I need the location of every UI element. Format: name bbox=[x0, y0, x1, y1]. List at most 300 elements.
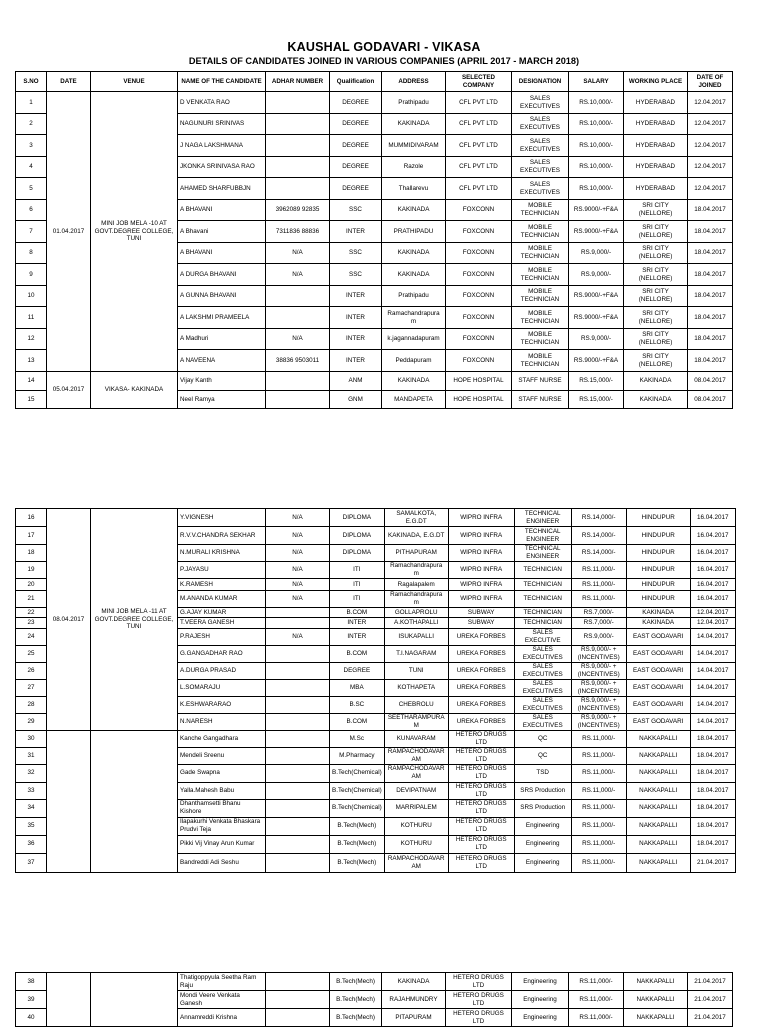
sno-cell: 39 bbox=[16, 991, 47, 1009]
working-place-cell: EAST GODAVARI bbox=[626, 680, 690, 697]
joined-date-cell: 18.04.2017 bbox=[690, 817, 735, 835]
table-row bbox=[16, 973, 733, 991]
column-header: Qualification bbox=[330, 72, 382, 92]
address-cell: Prathipadu bbox=[382, 92, 446, 114]
salary-cell: RS.9000/-+F&A bbox=[569, 221, 624, 243]
adhar-cell: N/A bbox=[266, 545, 330, 562]
sno-cell: 27 bbox=[16, 680, 47, 697]
name-cell: T.VEERA GANESH bbox=[178, 618, 266, 629]
adhar-cell: N/A bbox=[266, 243, 330, 264]
company-cell: UREKA FORBES bbox=[448, 714, 514, 731]
venue-cell bbox=[91, 973, 178, 1027]
designation-cell: SALES EXECUTIVES bbox=[512, 114, 569, 135]
designation-cell: Engineering bbox=[512, 991, 569, 1009]
date-cell: 01.04.2017 bbox=[47, 92, 91, 372]
company-cell: HETERO DRUGS LTD bbox=[446, 973, 512, 991]
address-cell: k.jagannadapuram bbox=[382, 329, 446, 350]
name-cell: R.V.V.CHANDRA SEKHAR bbox=[178, 527, 266, 545]
designation-cell: SALES EXECUTIVES bbox=[512, 157, 569, 178]
sno-cell: 19 bbox=[16, 562, 47, 579]
sno-cell: 3 bbox=[16, 135, 47, 157]
working-place-cell: SRI CITY (NELLORE) bbox=[624, 221, 688, 243]
salary-cell: RS.11,000/- bbox=[569, 973, 624, 991]
address-cell: PRATHIPADU bbox=[382, 221, 446, 243]
name-cell: P.JAYASU bbox=[178, 562, 266, 579]
qualification-cell: B.Tech(Mech) bbox=[330, 1009, 382, 1027]
working-place-cell: NAKKAPALLI bbox=[624, 1009, 688, 1027]
sno-cell: 33 bbox=[16, 782, 47, 799]
designation-cell: Engineering bbox=[512, 973, 569, 991]
sno-cell: 22 bbox=[16, 608, 47, 618]
working-place-cell: SRI CITY (NELLORE) bbox=[624, 243, 688, 264]
column-header: S.NO bbox=[16, 72, 47, 92]
qualification-cell: DEGREE bbox=[330, 114, 382, 135]
qualification-cell: M.Pharmacy bbox=[330, 747, 385, 764]
company-cell: FOXCONN bbox=[446, 221, 512, 243]
adhar-cell: N/A bbox=[266, 527, 330, 545]
qualification-cell: DEGREE bbox=[330, 663, 385, 680]
company-cell: FOXCONN bbox=[446, 350, 512, 372]
name-cell: G.AJAY KUMAR bbox=[178, 608, 266, 618]
address-cell: PITHAPURAM bbox=[384, 545, 448, 562]
address-cell: Ramachandrapura m bbox=[384, 562, 448, 579]
name-cell: L.SOMARAJU bbox=[178, 680, 266, 697]
venue-cell: MINI JOB MELA -11 AT GOVT.DEGREE COLLEGE, TUNI bbox=[91, 509, 178, 731]
working-place-cell: EAST GODAVARI bbox=[626, 646, 690, 663]
joined-date-cell: 16.04.2017 bbox=[690, 591, 735, 608]
table-row bbox=[16, 372, 733, 391]
address-cell: KOTHURU bbox=[384, 835, 448, 853]
address-cell: MUMMIDIVARAM bbox=[382, 135, 446, 157]
joined-date-cell: 18.04.2017 bbox=[690, 782, 735, 799]
sno-cell: 9 bbox=[16, 264, 47, 286]
working-place-cell: KAKINADA bbox=[624, 391, 688, 409]
company-cell: WIPRO INFRA bbox=[448, 562, 514, 579]
date-cell: 05.04.2017 bbox=[47, 372, 91, 409]
working-place-cell: NAKKAPALLI bbox=[626, 835, 690, 853]
sno-cell: 28 bbox=[16, 697, 47, 714]
adhar-cell bbox=[266, 853, 330, 872]
table-row bbox=[16, 92, 733, 114]
designation-cell: QC bbox=[514, 731, 571, 748]
joined-date-cell: 12.04.2017 bbox=[688, 92, 733, 114]
company-cell: HOPE HOSPITAL bbox=[446, 391, 512, 409]
working-place-cell: EAST GODAVARI bbox=[626, 714, 690, 731]
sno-cell: 17 bbox=[16, 527, 47, 545]
salary-cell: RS.10,000/- bbox=[569, 157, 624, 178]
designation-cell: QC bbox=[514, 747, 571, 764]
address-cell: Peddapuram bbox=[382, 350, 446, 372]
salary-cell: RS.7,000/- bbox=[571, 618, 626, 629]
designation-cell: SALES EXECUTIVE bbox=[514, 629, 571, 646]
column-header: ADDRESS bbox=[382, 72, 446, 92]
qualification-cell: ITI bbox=[330, 591, 385, 608]
table-row bbox=[16, 731, 736, 748]
company-cell: HETERO DRUGS LTD bbox=[446, 1009, 512, 1027]
sno-cell: 23 bbox=[16, 618, 47, 629]
name-cell: A Bhavani bbox=[178, 221, 266, 243]
designation-cell: SALES EXECUTIVES bbox=[512, 178, 569, 200]
designation-cell: SALES EXECUTIVES bbox=[512, 135, 569, 157]
designation-cell: Engineering bbox=[514, 853, 571, 872]
joined-date-cell: 18.04.2017 bbox=[690, 799, 735, 817]
joined-date-cell: 18.04.2017 bbox=[690, 731, 735, 748]
adhar-cell bbox=[266, 608, 330, 618]
adhar-cell: 7311836 88836 bbox=[266, 221, 330, 243]
joined-date-cell: 18.04.2017 bbox=[688, 286, 733, 307]
address-cell: KAKINADA bbox=[382, 264, 446, 286]
name-cell: AHAMED SHARFUBBJN bbox=[178, 178, 266, 200]
qualification-cell: ITI bbox=[330, 562, 385, 579]
sno-cell: 2 bbox=[16, 114, 47, 135]
company-cell: SUBWAY bbox=[448, 608, 514, 618]
column-header: DATE bbox=[47, 72, 91, 92]
venue-cell: VIKASA- KAKINADA bbox=[91, 372, 178, 409]
qualification-cell: INTER bbox=[330, 350, 382, 372]
salary-cell: RS.7,000/- bbox=[571, 608, 626, 618]
column-header: DESIGNATION bbox=[512, 72, 569, 92]
qualification-cell: INTER bbox=[330, 629, 385, 646]
designation-cell: SALES EXECUTIVES bbox=[514, 714, 571, 731]
address-cell: RAJAHMUNDRY bbox=[382, 991, 446, 1009]
name-cell: K.RAMESH bbox=[178, 579, 266, 591]
designation-cell: Engineering bbox=[514, 835, 571, 853]
adhar-cell bbox=[266, 663, 330, 680]
designation-cell: MOBILE TECHNICIAN bbox=[512, 264, 569, 286]
designation-cell: TECHNICIAN bbox=[514, 608, 571, 618]
salary-cell: RS.9,000/- + (INCENTIVES) bbox=[571, 646, 626, 663]
name-cell: Y.VIGNESH bbox=[178, 509, 266, 527]
designation-cell: SRS Production bbox=[514, 799, 571, 817]
company-cell: UREKA FORBES bbox=[448, 646, 514, 663]
header-row bbox=[16, 72, 733, 92]
joined-date-cell: 21.04.2017 bbox=[688, 991, 733, 1009]
salary-cell: RS.10,000/- bbox=[569, 178, 624, 200]
sno-cell: 13 bbox=[16, 350, 47, 372]
address-cell: Ramachandrapura m bbox=[384, 591, 448, 608]
salary-cell: RS.11,000/- bbox=[571, 764, 626, 782]
candidates-table-block-1 bbox=[15, 71, 733, 409]
salary-cell: RS.11,000/- bbox=[571, 591, 626, 608]
address-cell: MANDAPETA bbox=[382, 391, 446, 409]
adhar-cell bbox=[266, 157, 330, 178]
company-cell: UREKA FORBES bbox=[448, 663, 514, 680]
sno-cell: 15 bbox=[16, 391, 47, 409]
designation-cell: TECHNICIAN bbox=[514, 618, 571, 629]
address-cell: KAKINADA bbox=[382, 372, 446, 391]
qualification-cell: SSC bbox=[330, 264, 382, 286]
address-cell: RAMPACHODAVAR AM bbox=[384, 853, 448, 872]
designation-cell: MOBILE TECHNICIAN bbox=[512, 329, 569, 350]
name-cell: Gade Swapna bbox=[178, 764, 266, 782]
name-cell: N.MURALI KRISHNA bbox=[178, 545, 266, 562]
address-cell: Razole bbox=[382, 157, 446, 178]
company-cell: HETERO DRUGS LTD bbox=[448, 817, 514, 835]
working-place-cell: HINDUPUR bbox=[626, 509, 690, 527]
salary-cell: RS.11,000/- bbox=[571, 817, 626, 835]
joined-date-cell: 16.04.2017 bbox=[690, 527, 735, 545]
working-place-cell: HYDERABAD bbox=[624, 92, 688, 114]
adhar-cell bbox=[266, 835, 330, 853]
name-cell: Thatigoppyula Seetha Ram Raju bbox=[178, 973, 266, 991]
name-cell: Neel Ramya bbox=[178, 391, 266, 409]
venue-cell: MINI JOB MELA -10 AT GOVT.DEGREE COLLEGE, TUNI bbox=[91, 92, 178, 372]
address-cell: KAKINADA bbox=[382, 114, 446, 135]
qualification-cell: DIPLOMA bbox=[330, 509, 385, 527]
designation-cell: Engineering bbox=[514, 817, 571, 835]
qualification-cell: B.Tech(Mech) bbox=[330, 853, 385, 872]
sno-cell: 14 bbox=[16, 372, 47, 391]
salary-cell: RS.15,000/- bbox=[569, 372, 624, 391]
salary-cell: RS.9000/-+F&A bbox=[569, 350, 624, 372]
name-cell: A.DURGA PRASAD bbox=[178, 663, 266, 680]
sno-cell: 30 bbox=[16, 731, 47, 748]
adhar-cell bbox=[266, 680, 330, 697]
column-header: NAME OF THE CANDIDATE bbox=[178, 72, 266, 92]
working-place-cell: HYDERABAD bbox=[624, 157, 688, 178]
address-cell: SEETHARAMPURA M bbox=[384, 714, 448, 731]
date-cell bbox=[47, 731, 91, 873]
sno-cell: 8 bbox=[16, 243, 47, 264]
salary-cell: RS.9000/-+F&A bbox=[569, 307, 624, 329]
address-cell: Ragalapalem bbox=[384, 579, 448, 591]
joined-date-cell: 18.04.2017 bbox=[688, 243, 733, 264]
qualification-cell: B.SC bbox=[330, 697, 385, 714]
column-header: SALARY bbox=[569, 72, 624, 92]
working-place-cell: NAKKAPALLI bbox=[626, 782, 690, 799]
adhar-cell bbox=[266, 114, 330, 135]
joined-date-cell: 12.04.2017 bbox=[688, 114, 733, 135]
qualification-cell: B.COM bbox=[330, 714, 385, 731]
company-cell: CFL PVT LTD bbox=[446, 135, 512, 157]
joined-date-cell: 18.04.2017 bbox=[688, 350, 733, 372]
qualification-cell: INTER bbox=[330, 221, 382, 243]
designation-cell: SRS Production bbox=[514, 782, 571, 799]
sno-cell: 40 bbox=[16, 1009, 47, 1027]
adhar-cell bbox=[266, 697, 330, 714]
adhar-cell bbox=[266, 135, 330, 157]
sno-cell: 18 bbox=[16, 545, 47, 562]
column-header: WORKING PLACE bbox=[624, 72, 688, 92]
address-cell: SAMALKOTA, E.G.DT bbox=[384, 509, 448, 527]
working-place-cell: NAKKAPALLI bbox=[626, 817, 690, 835]
designation-cell: STAFF NURSE bbox=[512, 391, 569, 409]
qualification-cell: MBA bbox=[330, 680, 385, 697]
sno-cell: 32 bbox=[16, 764, 47, 782]
qualification-cell: B.Tech(Mech) bbox=[330, 835, 385, 853]
designation-cell: TECHNICIAN bbox=[514, 591, 571, 608]
sno-cell: 21 bbox=[16, 591, 47, 608]
company-cell: HETERO DRUGS LTD bbox=[448, 853, 514, 872]
salary-cell: RS.11,000/- bbox=[571, 579, 626, 591]
working-place-cell: SRI CITY (NELLORE) bbox=[624, 329, 688, 350]
company-cell: WIPRO INFRA bbox=[448, 545, 514, 562]
joined-date-cell: 14.04.2017 bbox=[690, 629, 735, 646]
joined-date-cell: 08.04.2017 bbox=[688, 372, 733, 391]
adhar-cell bbox=[266, 646, 330, 663]
salary-cell: RS.9,000/- bbox=[571, 629, 626, 646]
name-cell: A DURGA BHAVANI bbox=[178, 264, 266, 286]
sno-cell: 31 bbox=[16, 747, 47, 764]
designation-cell: SALES EXECUTIVES bbox=[514, 663, 571, 680]
designation-cell: STAFF NURSE bbox=[512, 372, 569, 391]
adhar-cell bbox=[266, 178, 330, 200]
venue-cell bbox=[91, 731, 178, 873]
qualification-cell: DEGREE bbox=[330, 157, 382, 178]
qualification-cell: DEGREE bbox=[330, 92, 382, 114]
adhar-cell bbox=[266, 782, 330, 799]
adhar-cell bbox=[266, 307, 330, 329]
company-cell: CFL PVT LTD bbox=[446, 178, 512, 200]
designation-cell: MOBILE TECHNICIAN bbox=[512, 286, 569, 307]
working-place-cell: SRI CITY (NELLORE) bbox=[624, 200, 688, 221]
qualification-cell: ITI bbox=[330, 579, 385, 591]
adhar-cell bbox=[266, 731, 330, 748]
document-subtitle: DETAILS OF CANDIDATES JOINED IN VARIOUS COMPANIES (APRIL 2017 - MARCH 2018) bbox=[188, 56, 580, 66]
salary-cell: RS.11,000/- bbox=[571, 731, 626, 748]
sno-cell: 36 bbox=[16, 835, 47, 853]
adhar-cell: N/A bbox=[266, 509, 330, 527]
sno-cell: 38 bbox=[16, 973, 47, 991]
designation-cell: SALES EXECUTIVES bbox=[514, 697, 571, 714]
qualification-cell: B.COM bbox=[330, 608, 385, 618]
joined-date-cell: 18.04.2017 bbox=[688, 307, 733, 329]
adhar-cell: 38836 9503011 bbox=[266, 350, 330, 372]
sno-cell: 7 bbox=[16, 221, 47, 243]
sno-cell: 6 bbox=[16, 200, 47, 221]
adhar-cell bbox=[266, 391, 330, 409]
name-cell: G.GANGADHAR RAO bbox=[178, 646, 266, 663]
adhar-cell: N/A bbox=[266, 264, 330, 286]
address-cell: CHEBROLU bbox=[384, 697, 448, 714]
name-cell: Dhanthamsetti Bhanu Kishore bbox=[178, 799, 266, 817]
qualification-cell: SSC bbox=[330, 200, 382, 221]
joined-date-cell: 21.04.2017 bbox=[688, 973, 733, 991]
company-cell: FOXCONN bbox=[446, 286, 512, 307]
working-place-cell: NAKKAPALLI bbox=[626, 731, 690, 748]
document-title: KAUSHAL GODAVARI - VIKASA bbox=[287, 40, 481, 54]
designation-cell: MOBILE TECHNICIAN bbox=[512, 350, 569, 372]
salary-cell: RS.9,000/- bbox=[569, 264, 624, 286]
salary-cell: RS.9,000/- + (INCENTIVES) bbox=[571, 680, 626, 697]
working-place-cell: SRI CITY (NELLORE) bbox=[624, 307, 688, 329]
name-cell: Kanche Gangadhara bbox=[178, 731, 266, 748]
sno-cell: 26 bbox=[16, 663, 47, 680]
working-place-cell: EAST GODAVARI bbox=[626, 663, 690, 680]
working-place-cell: NAKKAPALLI bbox=[624, 973, 688, 991]
salary-cell: RS.11,000/- bbox=[571, 835, 626, 853]
joined-date-cell: 18.04.2017 bbox=[690, 747, 735, 764]
joined-date-cell: 16.04.2017 bbox=[690, 545, 735, 562]
sno-cell: 16 bbox=[16, 509, 47, 527]
adhar-cell bbox=[266, 991, 330, 1009]
sno-cell: 34 bbox=[16, 799, 47, 817]
qualification-cell: GNM bbox=[330, 391, 382, 409]
name-cell: Bandreddi Adi Seshu bbox=[178, 853, 266, 872]
working-place-cell: KAKINADA bbox=[626, 618, 690, 629]
adhar-cell bbox=[266, 817, 330, 835]
joined-date-cell: 12.04.2017 bbox=[688, 157, 733, 178]
adhar-cell: N/A bbox=[266, 562, 330, 579]
joined-date-cell: 16.04.2017 bbox=[690, 509, 735, 527]
company-cell: HETERO DRUGS LTD bbox=[448, 731, 514, 748]
company-cell: HETERO DRUGS LTD bbox=[448, 764, 514, 782]
designation-cell: SALES EXECUTIVES bbox=[512, 92, 569, 114]
working-place-cell: HINDUPUR bbox=[626, 579, 690, 591]
salary-cell: RS.11,000/- bbox=[571, 799, 626, 817]
address-cell: KAKINADA bbox=[382, 973, 446, 991]
adhar-cell bbox=[266, 372, 330, 391]
company-cell: HETERO DRUGS LTD bbox=[448, 835, 514, 853]
working-place-cell: NAKKAPALLI bbox=[626, 799, 690, 817]
qualification-cell: DEGREE bbox=[330, 135, 382, 157]
qualification-cell: M.Sc bbox=[330, 731, 385, 748]
address-cell: PITAPURAM bbox=[382, 1009, 446, 1027]
company-cell: FOXCONN bbox=[446, 243, 512, 264]
designation-cell: MOBILE TECHNICIAN bbox=[512, 307, 569, 329]
working-place-cell: SRI CITY (NELLORE) bbox=[624, 350, 688, 372]
address-cell: T.I.NAGARAM bbox=[384, 646, 448, 663]
working-place-cell: SRI CITY (NELLORE) bbox=[624, 286, 688, 307]
salary-cell: RS.10,000/- bbox=[569, 114, 624, 135]
joined-date-cell: 12.04.2017 bbox=[690, 608, 735, 618]
qualification-cell: INTER bbox=[330, 329, 382, 350]
adhar-cell bbox=[266, 618, 330, 629]
qualification-cell: ANM bbox=[330, 372, 382, 391]
qualification-cell: B.COM bbox=[330, 646, 385, 663]
sno-cell: 5 bbox=[16, 178, 47, 200]
address-cell: KOTHAPETA bbox=[384, 680, 448, 697]
joined-date-cell: 16.04.2017 bbox=[690, 562, 735, 579]
salary-cell: RS.11,000/- bbox=[569, 991, 624, 1009]
adhar-cell bbox=[266, 799, 330, 817]
designation-cell: TECHNICAL ENGINEER bbox=[514, 545, 571, 562]
adhar-cell bbox=[266, 747, 330, 764]
working-place-cell: HINDUPUR bbox=[626, 545, 690, 562]
sno-cell: 24 bbox=[16, 629, 47, 646]
working-place-cell: HINDUPUR bbox=[626, 591, 690, 608]
working-place-cell: NAKKAPALLI bbox=[626, 853, 690, 872]
adhar-cell: N/A bbox=[266, 591, 330, 608]
joined-date-cell: 12.04.2017 bbox=[688, 135, 733, 157]
qualification-cell: B.Tech(Chemical) bbox=[330, 764, 385, 782]
date-cell: 08.04.2017 bbox=[47, 509, 91, 731]
company-cell: HOPE HOSPITAL bbox=[446, 372, 512, 391]
name-cell: P.RAJESH bbox=[178, 629, 266, 646]
sno-cell: 1 bbox=[16, 92, 47, 114]
name-cell: Yalla.Mahesh Babu bbox=[178, 782, 266, 799]
joined-date-cell: 18.04.2017 bbox=[688, 200, 733, 221]
joined-date-cell: 18.04.2017 bbox=[688, 221, 733, 243]
name-cell: Ilapakurhi Venkata Bhaskara Prudvi Teja bbox=[178, 817, 266, 835]
qualification-cell: DIPLOMA bbox=[330, 527, 385, 545]
qualification-cell: B.Tech(Mech) bbox=[330, 817, 385, 835]
address-cell: Prathipadu bbox=[382, 286, 446, 307]
address-cell: KUNAVARAM bbox=[384, 731, 448, 748]
sno-cell: 4 bbox=[16, 157, 47, 178]
designation-cell: TSD bbox=[514, 764, 571, 782]
name-cell: A GUNNA BHAVANI bbox=[178, 286, 266, 307]
designation-cell: SALES EXECUTIVES bbox=[514, 680, 571, 697]
salary-cell: RS.9,000/- + (INCENTIVES) bbox=[571, 663, 626, 680]
salary-cell: RS.11,000/- bbox=[571, 562, 626, 579]
company-cell: CFL PVT LTD bbox=[446, 92, 512, 114]
salary-cell: RS.10,000/- bbox=[569, 92, 624, 114]
name-cell: A NAVEENA bbox=[178, 350, 266, 372]
qualification-cell: SSC bbox=[330, 243, 382, 264]
salary-cell: RS.9,000/- bbox=[569, 329, 624, 350]
designation-cell: MOBILE TECHNICIAN bbox=[512, 243, 569, 264]
